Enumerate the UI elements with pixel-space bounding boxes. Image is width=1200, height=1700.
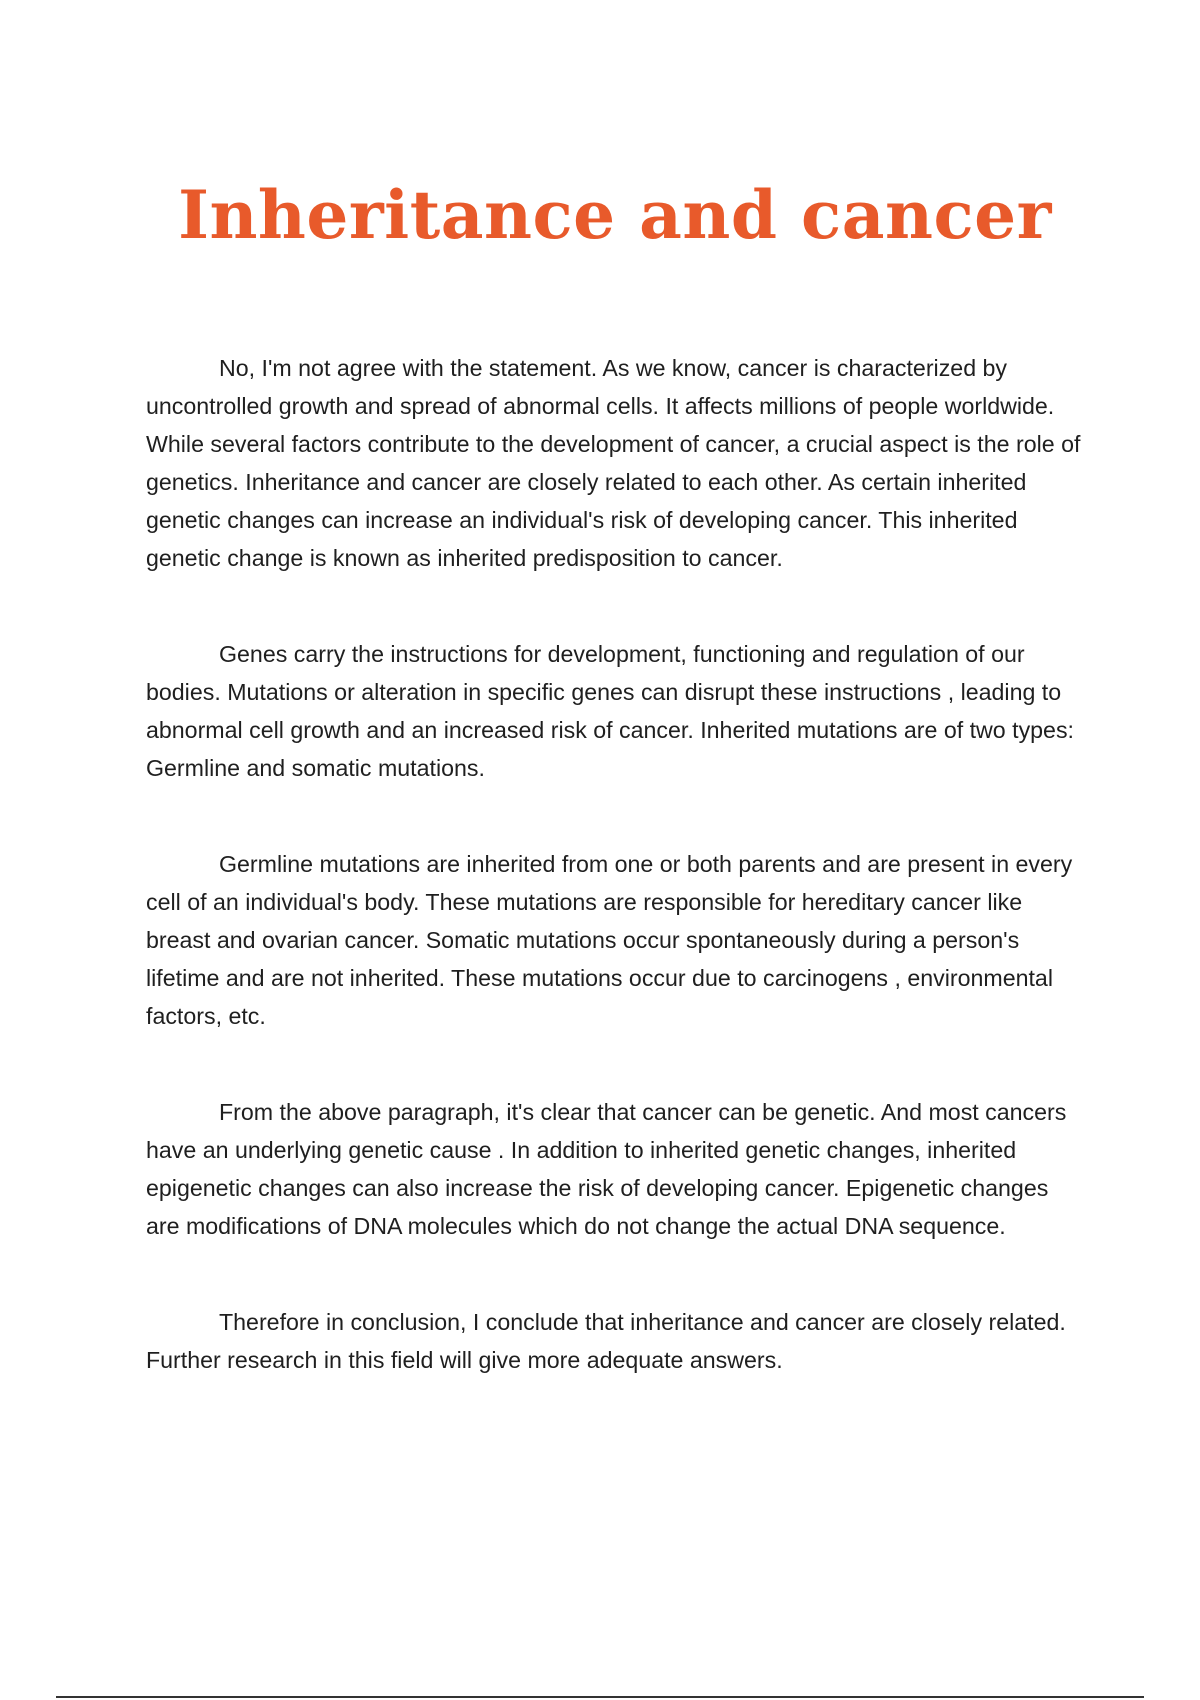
document-title: Inheritance and cancer — [178, 176, 1052, 254]
paragraph-3: Germline mutations are inherited from one or both parents and are present in every cell of an individual's body. These mutations are responsible for hereditary cancer like breast and ovarian cancer. Somatic mutations occur spontaneously during a person's lifetime and are not inherited. These mutations occur due to carcinogens , environmental factors, etc. — [146, 851, 1073, 1029]
paragraph-2: Genes carry the instructions for development, functioning and regulation of our bodies. Mutations or alteration in specific genes can disrupt these instructions , leading to abnormal cell growth and an increased risk of cancer. Inherited mutations are of two types: Germline and somatic mutations. — [146, 641, 1074, 781]
paragraph-1: No, I'm not agree with the statement. As we know, cancer is characterized by uncontrolled growth and spread of abnormal cells. It affects millions of people worldwide. While several factors contribute to the development of cancer, a crucial aspect is the role of genetics. Inheritance and cancer are closely related to each other. As certain inherited genetic changes can increase an individual's risk of developing cancer. This inherited genetic change is known as inherited predisposition to cancer. — [146, 355, 1081, 571]
document-body — [146, 349, 1086, 1437]
page-bottom-divider — [56, 1696, 1144, 1698]
paragraph-5: Therefore in conclusion, I conclude that inheritance and cancer are closely related. Further research in this field will give more adequate answers. — [146, 1309, 1066, 1373]
paragraph-4: From the above paragraph, it's clear that cancer can be genetic. And most cancers have an underlying genetic cause . In addition to inherited genetic changes, inherited epigenetic changes can also increase the risk of developing cancer. Epigenetic changes are modifications of DNA molecules which do not change the actual DNA sequence. — [146, 1099, 1067, 1239]
